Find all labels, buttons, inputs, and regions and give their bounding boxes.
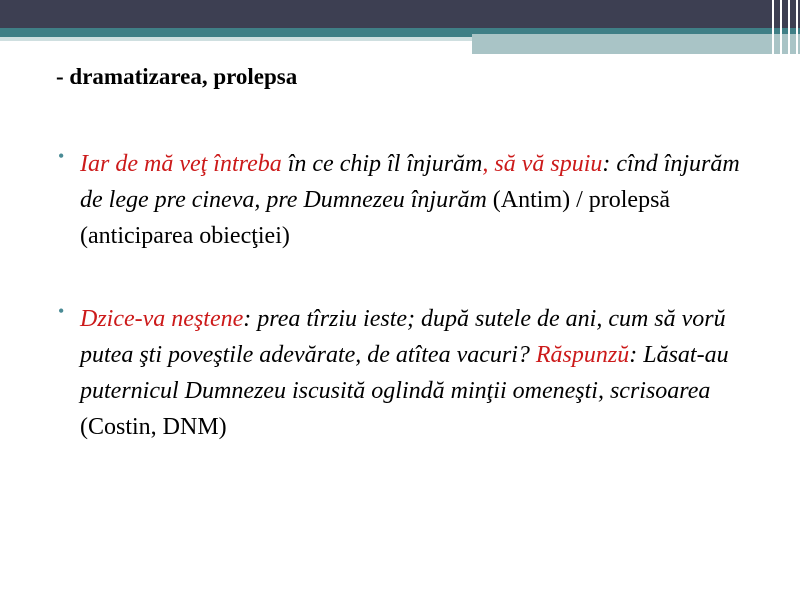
header-stripes (768, 0, 800, 54)
bullet-icon: • (58, 301, 65, 321)
header-thin-bar (0, 37, 472, 41)
header-bar (0, 0, 800, 28)
bullet-icon: • (58, 146, 65, 166)
quote-italic-2: : cînd înjurăm de lege pre cineva, pre Dumnezeu înjurăm (80, 151, 740, 213)
quote-red-2: , să vă spuiu (482, 151, 603, 177)
quote-red-1: Iar de mă veţ întreba (80, 151, 282, 177)
quote-italic-3: : prea tîrziu ieste; după sutele de ani, cum să vorŭ putea şti poveştile adevărate, de atîtea vacuri? (80, 306, 726, 368)
header-light-bar (472, 34, 800, 54)
bullet-text-1 (80, 146, 758, 254)
source-note-2: (Costin, DNM) (80, 414, 227, 440)
bullet-text-2 (80, 301, 758, 445)
quote-red-4: Răspunzŭ (535, 342, 630, 368)
quote-italic-1: în ce chip îl înjurăm (281, 151, 483, 177)
bullet-item-1 (58, 146, 758, 254)
quote-italic-4: : Lăsat-au puternicul Dumnezeu iscusită oglindă minţii omeneşti, scrisoarea (80, 342, 729, 404)
slide-heading: - dramatizarea, prolepsa (56, 64, 298, 89)
quote-red-3: Dzice-va neştene (80, 306, 244, 332)
source-note-1: (Antim) / prolepsă (anticiparea obiecţiei) (80, 187, 671, 249)
bullet-item-2 (58, 301, 758, 445)
